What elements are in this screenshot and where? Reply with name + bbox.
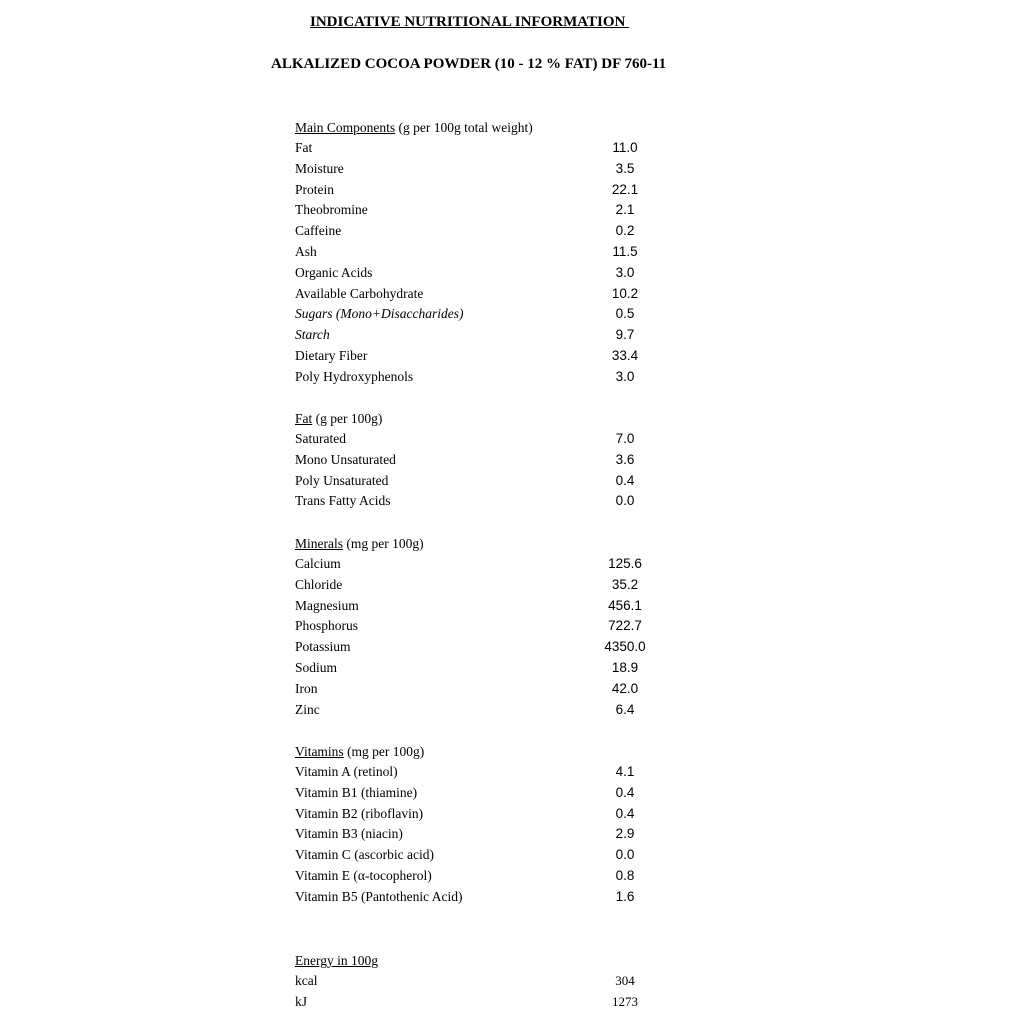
section-heading xyxy=(295,741,655,762)
main-components-section xyxy=(295,117,655,388)
nutrient-value: 0.0 xyxy=(615,493,635,509)
nutrient-value: 9.7 xyxy=(615,327,635,343)
section-unit: (mg per 100g) xyxy=(343,744,425,759)
nutrient-label: Caffeine xyxy=(295,223,342,239)
table-row xyxy=(295,367,655,388)
section-heading xyxy=(295,117,655,138)
table-row xyxy=(295,450,655,471)
energy-label: kcal xyxy=(295,973,318,988)
table-row xyxy=(295,429,655,450)
vitamins-section xyxy=(295,741,655,908)
table-row xyxy=(295,242,655,263)
nutrient-value: 6.4 xyxy=(615,701,635,717)
table-row xyxy=(295,180,655,201)
nutrient-value: 42.0 xyxy=(611,680,639,696)
table-row xyxy=(295,804,655,825)
nutrient-label: Vitamin A (retinol) xyxy=(295,764,398,779)
document-title: INDICATIVE NUTRITIONAL INFORMATION xyxy=(310,14,630,30)
table-row xyxy=(295,700,655,721)
table-row xyxy=(295,679,655,700)
nutrient-value: 0.2 xyxy=(615,223,635,239)
nutrient-label: Potassium xyxy=(295,639,351,655)
nutrient-label: Sugars (Mono+Disaccharides) xyxy=(295,306,464,322)
nutrient-label: Vitamin E (α-tocopherol) xyxy=(295,867,432,883)
table-row xyxy=(295,616,655,637)
nutrient-value: 4350.0 xyxy=(604,639,646,655)
energy-label: kJ xyxy=(295,993,308,1009)
table-row xyxy=(295,845,655,866)
nutrient-label: Poly Unsaturated xyxy=(295,472,389,488)
energy-section xyxy=(295,950,655,1013)
nutrient-value: 2.1 xyxy=(615,202,635,218)
table-row xyxy=(295,200,655,221)
nutrient-value: 0.5 xyxy=(615,306,635,322)
section-title: Energy in 100g xyxy=(295,953,378,968)
nutrient-label: Protein xyxy=(295,181,334,197)
table-row xyxy=(295,304,655,325)
table-row xyxy=(295,887,655,908)
nutrient-value: 7.0 xyxy=(615,431,635,446)
nutrient-value: 33.4 xyxy=(611,347,639,363)
table-row xyxy=(295,491,655,512)
fat-section xyxy=(295,408,655,512)
nutrient-label: Sodium xyxy=(295,659,338,675)
section-title: Minerals xyxy=(295,536,343,551)
nutrient-value: 3.5 xyxy=(615,160,635,176)
table-row xyxy=(295,346,655,367)
section-title: Main Components xyxy=(295,120,396,135)
nutrient-value: 22.1 xyxy=(611,181,639,197)
nutrient-value: 456.1 xyxy=(608,597,642,613)
section-heading xyxy=(295,408,655,429)
nutrient-label: Moisture xyxy=(295,160,344,176)
product-name: ALKALIZED COCOA POWDER (10 - 12 % FAT) DF 760-11 xyxy=(271,56,667,72)
table-row xyxy=(295,762,655,783)
energy-value: 304 xyxy=(615,973,635,988)
nutrient-value: 4.1 xyxy=(615,764,635,779)
section-heading xyxy=(295,950,655,971)
section-title: Fat xyxy=(295,411,313,426)
nutrient-value: 0.4 xyxy=(615,784,635,800)
nutrient-label: Zinc xyxy=(295,701,320,717)
nutrient-label: Vitamin B1 (thiamine) xyxy=(295,784,418,800)
nutrient-label: Vitamin B5 (Pantothenic Acid) xyxy=(295,888,463,904)
nutrient-value: 11.5 xyxy=(612,243,638,259)
nutrient-value: 0.0 xyxy=(615,847,635,863)
table-row xyxy=(295,471,655,492)
table-row xyxy=(295,824,655,845)
nutrient-label: Poly Hydroxyphenols xyxy=(295,368,414,384)
table-row xyxy=(295,596,655,617)
nutrient-label: Saturated xyxy=(295,431,346,446)
table-row xyxy=(295,971,655,992)
nutrient-label: Available Carbohydrate xyxy=(295,285,424,301)
nutrient-label: Phosphorus xyxy=(295,618,359,634)
nutrient-value: 3.0 xyxy=(615,264,635,280)
nutrient-label: Fat xyxy=(295,140,313,155)
table-row xyxy=(295,325,655,346)
section-unit: (g per 100g total weight) xyxy=(395,120,533,135)
nutrient-label: Dietary Fiber xyxy=(295,347,368,363)
table-row xyxy=(295,637,655,658)
nutrient-value: 11.0 xyxy=(612,140,638,155)
section-title: Vitamins xyxy=(295,744,344,759)
nutrient-label: Iron xyxy=(295,680,318,696)
nutrient-label: Vitamin B3 (niacin) xyxy=(295,826,403,842)
table-row xyxy=(295,263,655,284)
nutrient-value: 10.2 xyxy=(611,285,639,301)
nutrient-label: Calcium xyxy=(295,556,341,571)
nutrient-value: 722.7 xyxy=(608,618,642,634)
section-unit: (mg per 100g) xyxy=(343,536,424,551)
nutrient-value: 0.4 xyxy=(615,805,635,821)
section-heading xyxy=(295,533,655,554)
table-row xyxy=(295,575,655,596)
nutrient-value: 0.4 xyxy=(615,472,635,488)
nutrient-value: 1.6 xyxy=(615,888,635,904)
nutrient-label: Vitamin C (ascorbic acid) xyxy=(295,847,435,863)
nutrient-label: Trans Fatty Acids xyxy=(295,493,391,509)
table-row xyxy=(295,783,655,804)
nutrient-label: Vitamin B2 (riboflavin) xyxy=(295,805,424,821)
nutrient-value: 35.2 xyxy=(611,576,639,592)
table-row xyxy=(295,866,655,887)
nutrient-value: 2.9 xyxy=(615,826,635,842)
table-row xyxy=(295,159,655,180)
nutrient-value: 0.8 xyxy=(615,867,635,883)
nutrient-value: 3.0 xyxy=(615,368,635,384)
table-row xyxy=(295,221,655,242)
nutrient-label: Theobromine xyxy=(295,202,368,218)
nutrient-label: Starch xyxy=(295,327,330,343)
section-unit: (g per 100g) xyxy=(312,411,383,426)
table-row xyxy=(295,138,655,159)
nutrient-value: 125.6 xyxy=(608,556,642,571)
table-row xyxy=(295,284,655,305)
nutrient-label: Magnesium xyxy=(295,597,359,613)
nutrient-label: Organic Acids xyxy=(295,264,373,280)
nutrient-value: 3.6 xyxy=(615,451,635,467)
energy-value: 1273 xyxy=(612,993,638,1009)
nutrient-label: Ash xyxy=(295,243,317,259)
table-row xyxy=(295,992,655,1013)
nutrient-label: Mono Unsaturated xyxy=(295,451,396,467)
nutrient-label: Chloride xyxy=(295,576,343,592)
nutrient-value: 18.9 xyxy=(611,659,639,675)
table-row xyxy=(295,554,655,575)
table-row xyxy=(295,658,655,679)
minerals-section xyxy=(295,533,655,720)
